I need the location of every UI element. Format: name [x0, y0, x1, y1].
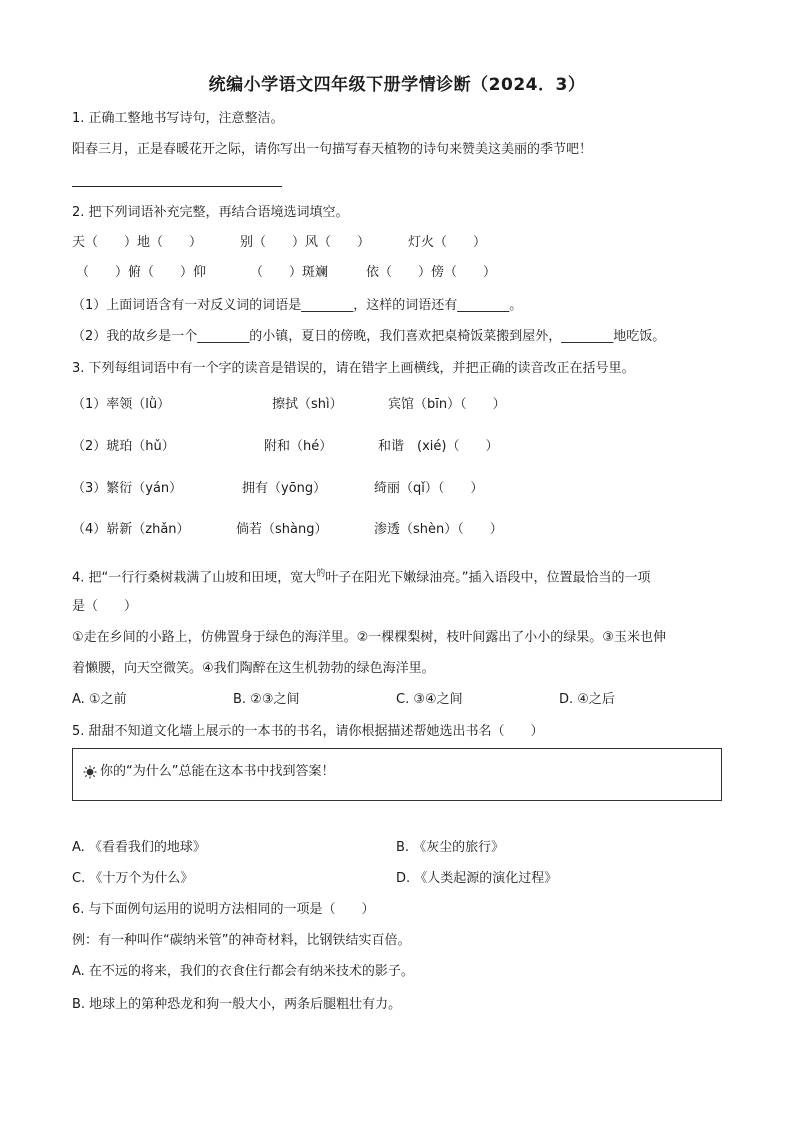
q1-answer-line[interactable] [72, 186, 282, 187]
q5-option-b[interactable]: B. 《灰尘的旅行》 [396, 840, 505, 855]
q3-word: （1）率领（lǜ） [72, 397, 171, 412]
q2-row2-item: 依（ ）傍（ ） [366, 265, 497, 280]
q3-word: 绮丽（qǐ）（ ） [374, 481, 484, 496]
q2-row2-item: （ ）斑斓 [250, 265, 329, 280]
q4-option-d[interactable]: D. ④之后 [559, 692, 615, 707]
q3-word: 擦拭（shì） [272, 397, 343, 412]
q2-row1-item: 天（ ）地（ ） [72, 235, 203, 250]
q2-sub2: （2）我的故乡是一个________的小镇，夏日的傍晚，我们喜欢把桌椅饭菜搬到屋外，________地吃饭。 [72, 329, 666, 344]
q5-option-a[interactable]: A. 《看看我们的地球》 [72, 840, 206, 855]
q3-word: 宾馆（bīn）（ ） [388, 397, 506, 412]
q3-word: （4）崭新（zhǎn） [72, 522, 190, 537]
q4-stem-b: 叶子在阳光下嫩绿油亮。”插入语段中，位置最恰当的一项 [325, 570, 651, 586]
q2-row2-item: （ ）俯（ ）仰 [76, 265, 207, 280]
q4-option-c[interactable]: C. ③④之间 [396, 692, 463, 707]
q1-stem: 1. 正确工整地书写诗句，注意整洁。 [72, 111, 284, 126]
q4-paragraph-line1: ①走在乡间的小路上，仿佛置身于绿色的海洋里。②一棵棵梨树，枝叶间露出了小小的绿果。③玉米也伸 [72, 630, 666, 645]
q5-stem: 5. 甜甜不知道文化墙上展示的一本书的书名，请你根据描述帮她选出书名（ ） [72, 724, 544, 739]
q4-stem-a: 4. 把“一行行桑树栽满了山坡和田埂，宽大 [72, 570, 317, 586]
q3-word: 和谐 (xié)（ ） [378, 439, 499, 454]
q4-stem-line2: 是（ ） [72, 599, 138, 614]
q3-word: 拥有（yōng） [242, 481, 327, 496]
q4-stem-line1 [72, 565, 651, 587]
q4-paragraph-line2: 着懒腰，向天空微笑。④我们陶醉在这生机勃勃的绿色海洋里。 [72, 661, 435, 676]
q3-word: （2）琥珀（hǔ） [72, 439, 175, 454]
q5-option-c[interactable]: C. 《十万个为什么》 [72, 871, 194, 886]
q2-stem: 2. 把下列词语补充完整，再结合语境选词填空。 [72, 205, 349, 220]
q3-word: 渗透（shèn）（ ） [374, 522, 503, 537]
q6-option-a[interactable]: A. 在不远的将来，我们的衣食住行都会有纳米技术的影子。 [72, 964, 414, 979]
q3-stem: 3. 下列每组词语中有一个字的读音是错误的，请在错字上画横线，并把正确的读音改正在括号里。 [72, 361, 635, 376]
q1-text: 阳春三月，正是春暖花开之际，请你写出一句描写春天植物的诗句来赞美这美丽的季节吧！ [72, 142, 593, 157]
q3-word: 附和（hé） [264, 439, 333, 454]
q6-option-b[interactable]: B. 地球上的第种恐龙和狗一般大小，两条后腿粗壮有力。 [72, 997, 402, 1012]
q5-box-text: 你的“为什么”总能在这本书中找到答案！ [100, 764, 335, 779]
q5-option-d[interactable]: D. 《人类起源的演化过程》 [396, 871, 558, 886]
q4-option-a[interactable]: A. ①之前 [72, 692, 127, 707]
q6-stem: 6. 与下面例句运用的说明方法相同的一项是（ ） [72, 902, 375, 917]
q2-sub1: （1）上面词语含有一对反义词的词语是________，这样的词语还有________。 [72, 298, 523, 313]
q4-option-b[interactable]: B. ②③之间 [233, 692, 300, 707]
q3-word: （3）繁衍（yán） [72, 481, 183, 496]
q2-row1-item: 灯火（ ） [408, 235, 487, 250]
q3-word: 倘若（shàng） [236, 522, 328, 537]
page-title: 统编小学语文四年级下册学情诊断（2024．3） [208, 75, 586, 95]
q4-stem-sup: 的 [316, 569, 326, 579]
q2-row1-item: 别（ ）风（ ） [240, 235, 371, 250]
q6-example: 例：有一种叫作“碳纳米管”的神奇材料，比钢铁结实百倍。 [72, 933, 411, 948]
q5-description-box [72, 748, 722, 801]
bulb-icon [83, 765, 97, 779]
